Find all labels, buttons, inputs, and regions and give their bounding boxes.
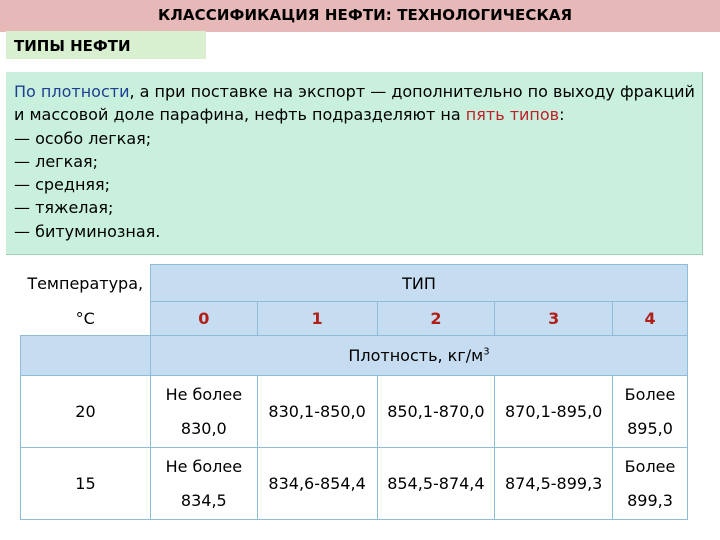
density-cell-line: Не более (165, 384, 243, 404)
type-number-cell: 0 (150, 302, 257, 336)
description-line-2-start: и массовой доле парафина, нефть подразделяют на (14, 105, 466, 125)
density-cell (150, 448, 257, 520)
description-line-1 (14, 80, 695, 103)
description-box (6, 72, 703, 255)
density-cell: 874,5-899,3 (495, 448, 613, 520)
density-cell (150, 376, 257, 448)
density-cell-line: Не более (165, 456, 243, 476)
density-keyword: По плотности (14, 82, 130, 101)
list-item: — тяжелая; (14, 198, 114, 218)
title-bar (0, 0, 720, 32)
type-header: ТИП (150, 265, 687, 302)
description-line-1-rest: , а при поставке на экспорт — дополнительно по выходу фракций (129, 82, 695, 101)
description-line-2-end: : (559, 105, 565, 125)
section-subtitle-text: ТИПЫ НЕФТИ (14, 37, 131, 55)
density-label (150, 336, 687, 376)
temperature-header (21, 265, 151, 302)
temperature-cell: 20 (21, 376, 151, 448)
density-table (20, 264, 688, 520)
density-cell-line: 895,0 (627, 418, 673, 438)
density-cell (613, 448, 688, 520)
density-cell: 830,1-850,0 (257, 376, 377, 448)
density-cell: 834,6-854,4 (257, 448, 377, 520)
density-cell-line: Более (624, 456, 676, 476)
table-row (21, 448, 688, 520)
density-cell-line: 899,3 (627, 490, 673, 510)
density-cell-line: 834,5 (180, 490, 227, 510)
density-cell: 870,1-895,0 (495, 376, 613, 448)
type-number-cell: 3 (495, 302, 613, 336)
density-cell-line: Более (624, 384, 676, 404)
description-line-2 (14, 103, 695, 126)
temperature-unit: °С (75, 308, 95, 328)
density-unit-superscript: 3 (483, 346, 490, 358)
description-text (14, 80, 695, 243)
density-cell (613, 376, 688, 448)
density-cell-line: 830,0 (180, 418, 227, 438)
list-item: — легкая; (14, 151, 99, 171)
temperature-header-label: Температура, (27, 273, 144, 293)
empty-cell (21, 336, 151, 376)
table-row (21, 376, 688, 448)
list-item: — средняя; (14, 175, 111, 195)
type-number-cell: 2 (377, 302, 495, 336)
density-label-text: Плотность, кг/м (348, 346, 484, 365)
five-types-keyword: пять типов (465, 105, 560, 125)
type-number-cell: 1 (257, 302, 377, 336)
density-cell: 850,1-870,0 (377, 376, 495, 448)
list-item: — особо легкая; (14, 128, 152, 148)
temperature-cell: 15 (21, 448, 151, 520)
page-title: КЛАССИФИКАЦИЯ НЕФТИ: ТЕХНОЛОГИЧЕСКАЯ (158, 6, 573, 24)
section-subtitle (6, 31, 206, 59)
type-number-cell: 4 (613, 302, 688, 336)
list-item: — битуминозная. (14, 221, 161, 241)
density-cell: 854,5-874,4 (377, 448, 495, 520)
